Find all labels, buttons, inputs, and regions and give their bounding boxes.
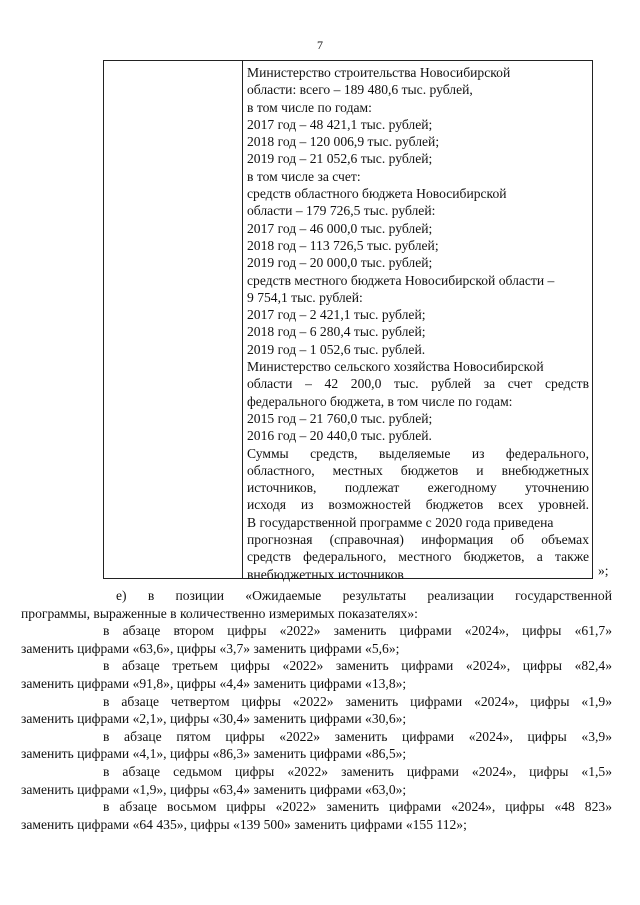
table-line: 2019 год – 21 052,6 тыс. рублей; (247, 151, 433, 167)
table-line: 2018 год – 120 006,9 тыс. рублей; (247, 134, 440, 150)
table-line: В государственной программе с 2020 года приведена (247, 514, 554, 530)
page-number: 7 (317, 38, 323, 52)
paragraph: в абзаце четвертом цифры «2022» заменить цифрами «2024», цифры «1,9» заменить цифрами «2,1», цифры «30,4» заменить цифрами «30,6»; (21, 693, 612, 727)
table-line: области – 42 200,0 тыс. рублей за счет средств (247, 376, 589, 392)
table-line: источников, подлежат ежегодному уточнению (247, 480, 589, 496)
table-line: прогнозная (справочная) информация об объемах (247, 532, 589, 548)
table-line: 2015 год – 21 760,0 тыс. рублей; (247, 410, 433, 426)
table-line: 2018 год – 6 280,4 тыс. рублей; (247, 324, 426, 340)
table-line: средств федерального, местного бюджетов, а также (247, 549, 589, 565)
paragraph: в абзаце седьмом цифры «2022» заменить цифрами «2024», цифры «1,5» заменить цифрами «1,9», цифры «63,4» заменить цифрами «63,0»; (21, 763, 612, 797)
table-line: федерального бюджета, в том числе по годам: (247, 393, 513, 409)
table-line: 2017 год – 2 421,1 тыс. рублей; (247, 307, 426, 323)
table-line: средств местного бюджета Новосибирской области – (247, 272, 555, 288)
table-line: исходя из возможностей бюджетов всех уровней. (247, 497, 589, 513)
table-column-divider (242, 61, 243, 578)
amendment-text (21, 587, 612, 833)
closing-quote: »; (598, 563, 609, 578)
table-line: Министерство строительства Новосибирской (247, 65, 511, 80)
table-cell-funding (247, 64, 589, 583)
table-line: 2017 год – 46 000,0 тыс. рублей; (247, 220, 433, 236)
paragraph: в абзаце восьмом цифры «2022» заменить цифрами «2024», цифры «48 823» заменить цифрами «64 435», цифры «139 500» заменить цифрами «155 112»; (21, 799, 612, 832)
table-line: в том числе за счет: (247, 168, 361, 184)
table-line: 2019 год – 20 000,0 тыс. рублей; (247, 255, 433, 271)
table-line: 2018 год – 113 726,5 тыс. рублей; (247, 237, 439, 253)
table-line: области – 179 726,5 тыс. рублей: (247, 203, 436, 219)
paragraph: в абзаце пятом цифры «2022» заменить цифрами «2024», цифры «3,9» заменить цифрами «4,1», цифры «86,3» заменить цифрами «86,5»; (21, 728, 612, 762)
table-line: Суммы средств, выделяемые из федерального, (247, 445, 589, 461)
table-line: 2016 год – 20 440,0 тыс. рублей. (247, 428, 432, 444)
paragraph: в абзаце втором цифры «2022» заменить цифрами «2024», цифры «61,7» заменить цифрами «63,6», цифры «3,7» заменить цифрами «5,6»; (21, 623, 612, 656)
paragraph-header: е) в позиции «Ожидаемые результаты реализации государственной программы, выраженные в количественно измеримых показателях»: (21, 588, 612, 621)
paragraph: в абзаце третьем цифры «2022» заменить цифрами «2024», цифры «82,4» заменить цифрами «91,8», цифры «4,4» заменить цифрами «13,8»; (21, 658, 612, 691)
program-table (103, 60, 593, 582)
table-line: Министерство сельского хозяйства Новосибирской (247, 359, 544, 375)
table-line: 2019 год – 1 052,6 тыс. рублей. (247, 341, 426, 357)
table-line: области: всего – 189 480,6 тыс. рублей, (247, 82, 473, 98)
table-line: внебюджетных источников (247, 566, 404, 582)
table-line: в том числе по годам: (247, 99, 372, 115)
table-line: областного, местных бюджетов и внебюджетных (247, 462, 589, 478)
table-line: средств областного бюджета Новосибирской (247, 186, 507, 202)
table-line: 2017 год – 48 421,1 тыс. рублей; (247, 116, 433, 132)
table-line: 9 754,1 тыс. рублей: (247, 289, 363, 305)
